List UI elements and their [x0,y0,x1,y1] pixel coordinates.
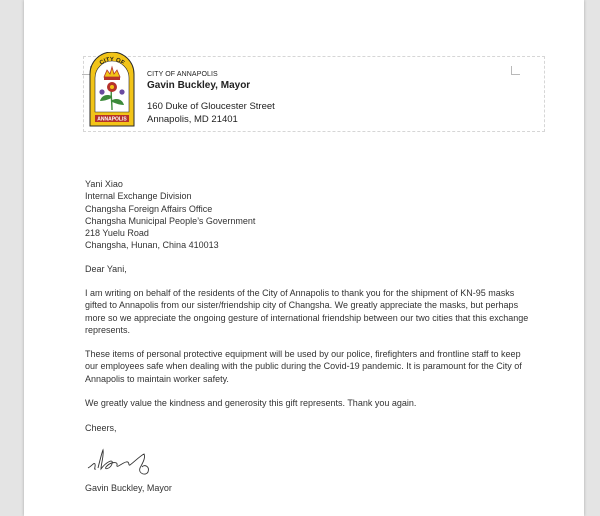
margin-corner-mark [511,66,520,75]
recipient-government: Changsha Municipal People’s Government [85,215,256,226]
letter-paragraph-2: These items of personal protective equipment will be used by our police, firefighters and frontline staff to keep our employees safe when dealing with the public during the Covid-19 pandemic. It is paramount for the City of Annapolis to maintain worker safety. [85,349,522,384]
recipient-name: Yani Xiao [85,179,123,189]
letter-signoff: Gavin Buckley, Mayor [85,483,172,493]
recipient-block [85,178,529,252]
handwritten-signature [84,440,176,480]
recipient-street: 218 Yuelu Road [85,228,149,239]
letterhead-city-label: CITY OF ANNAPOLIS [147,71,218,78]
recipient-city: Changsha, Hunan, China 410013 [85,240,219,251]
letter-paragraph-1: I am writing on behalf of the residents of the City of Annapolis to thank you for the shipment of KN-95 masks gifted to Annapolis from our sister/friendship city of Changsha. We greatly appreciate the masks, but perhaps more so we appreciate the ongoing gesture of international friendship between our two cities that this exchange represents. [85,288,529,335]
letterhead-address-street: 160 Duke of Gloucester Street [147,101,275,112]
letterhead-mayor-name: Gavin Buckley, Mayor [147,80,251,91]
city-seal-logo [88,52,136,130]
letter-closing: Cheers, [85,423,117,433]
document-page [24,0,584,516]
seal-bottom-text: ANNAPOLIS [97,116,127,123]
seal-top-text: CITY OF [98,56,126,67]
recipient-office: Changsha Foreign Affairs Office [85,203,213,214]
recipient-division: Internal Exchange Division [85,191,192,202]
letterhead-address-city: Annapolis, MD 21401 [147,113,238,125]
letter-paragraph-3: We greatly value the kindness and generosity this gift represents. Thank you again. [85,398,417,408]
letterhead [147,70,275,126]
letter-greeting: Dear Yani, [85,264,127,274]
